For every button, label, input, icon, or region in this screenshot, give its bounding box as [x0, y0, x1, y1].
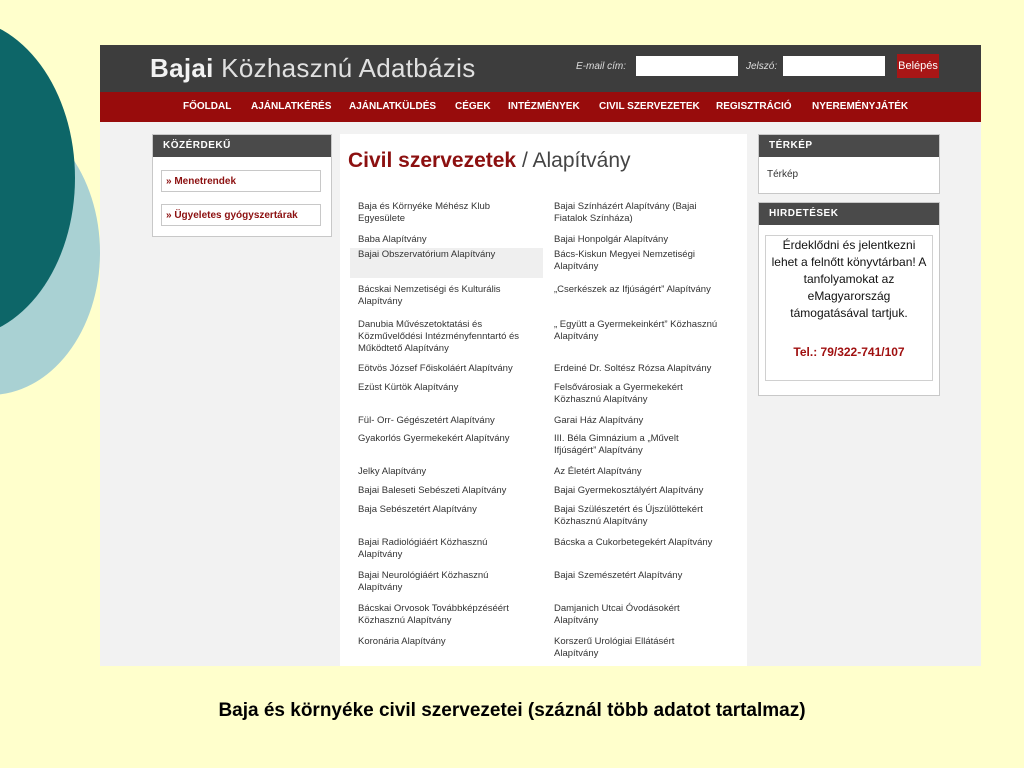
organization-link[interactable]: Fül- Orr- Gégészetért Alapítvány [358, 415, 495, 426]
organization-link[interactable]: Garai Ház Alapítvány [554, 415, 644, 426]
organization-link[interactable]: Gyakorlós Gyermekekért Alapítvány [358, 433, 510, 444]
organization-link[interactable]: Bajai Gyermekosztályért Alapítvány [554, 485, 704, 496]
ad-text: Érdeklődni és jelentkezni lehet a felnőtt könyvtárban! A tanfolyamokat az eMagyarország támogatásával tartjuk. [771, 238, 927, 320]
organization-link[interactable]: Bajai Obszervatórium Alapítvány [358, 249, 496, 260]
left-panel-title: KÖZÉRDEKŰ [153, 135, 331, 157]
organization-link[interactable]: Bajai Neurológiáért Közhasznú Alapítvány [358, 570, 489, 593]
password-label: Jelszó: [746, 61, 778, 72]
organization-link[interactable]: Bajai Szemészetért Alapítvány [554, 570, 683, 581]
map-panel [758, 134, 940, 194]
password-input[interactable] [783, 56, 885, 76]
organization-link[interactable]: Koronária Alapítvány [358, 636, 446, 647]
organization-link[interactable]: Damjanich Utcai Óvodásokért Alapítvány [554, 603, 680, 626]
organization-link[interactable]: Bajai Honpolgár Alapítvány [554, 234, 669, 245]
organization-link[interactable]: „ Együtt a Gyermekeinkért” Közhasznú Alapítvány [554, 319, 718, 342]
organization-link[interactable]: Erdeiné Dr. Soltész Rózsa Alapítvány [554, 363, 712, 374]
link-menetrendek[interactable]: » Menetrendek [161, 170, 321, 192]
organization-link[interactable]: Bácska a Cukorbetegekért Alapítvány [554, 537, 713, 548]
nav-item-fooldal[interactable]: FŐOLDAL [183, 101, 232, 112]
page-title-main: Civil szervezetek [348, 149, 517, 172]
ad-banner[interactable] [759, 227, 939, 395]
organization-link[interactable]: Az Életért Alapítvány [554, 466, 642, 477]
organization-link[interactable]: Bács-Kiskun Megyei Nemzetiségi Alapítvány [554, 249, 695, 272]
organization-link[interactable]: Korszerű Urológiai Ellátásért Alapítvány [554, 636, 675, 659]
organization-link[interactable]: Bajai Baleseti Sebészeti Alapítvány [358, 485, 507, 496]
page-title-sub: Alapítvány [532, 149, 631, 172]
email-input[interactable] [636, 56, 738, 76]
nav-item-cegek[interactable]: CÉGEK [455, 101, 491, 112]
logo-rest: Közhasznú Adatbázis [213, 53, 476, 83]
login-button[interactable]: Belépés [897, 54, 939, 78]
organization-link[interactable]: Danubia Művészetoktatási és Közművelődési Intézményfenntartó és Működtető Alapítvány [358, 319, 520, 354]
organization-link[interactable]: „Cserkészek az Ifjúságért” Alapítvány [554, 284, 711, 295]
organization-link[interactable]: Baja Sebészetért Alapítvány [358, 504, 477, 515]
map-link[interactable]: Térkép [767, 169, 799, 180]
left-panel [152, 134, 332, 237]
nav-item-civil-szervezetek[interactable]: CIVIL SZERVEZETEK [599, 101, 700, 112]
organization-link[interactable]: Eötvös József Főiskoláért Alapítvány [358, 363, 513, 374]
main-nav [100, 92, 981, 122]
email-label: E-mail cím: [576, 61, 626, 72]
nav-item-ajanlatkuldes[interactable]: AJÁNLATKÜLDÉS [349, 101, 437, 112]
organization-link[interactable]: Bajai Színházért Alapítvány (Bajai Fiatalok Színháza) [554, 201, 697, 224]
organization-link[interactable]: Baja és Környéke Méhész Klub Egyesülete [358, 201, 491, 224]
organization-link[interactable]: Bajai Szülészetért és Újszülöttekért Közhasznú Alapítvány [554, 504, 703, 527]
organization-link[interactable]: Ezüst Kürtök Alapítvány [358, 382, 459, 393]
organization-link[interactable]: III. Béla Gimnázium a „Művelt Ifjúságért” Alapítvány [554, 433, 679, 456]
slide-caption: Baja és környéke civil szervezetei (száznál több adatot tartalmaz) [218, 700, 806, 721]
organization-link[interactable]: Felsővárosiak a Gyermekekért Közhasznú Alapítvány [554, 382, 683, 405]
map-panel-title: TÉRKÉP [759, 135, 939, 157]
site-logo[interactable] [150, 53, 476, 84]
nav-item-ajanlatkeres[interactable]: AJÁNLATKÉRÉS [251, 101, 332, 112]
main-content [340, 134, 747, 666]
link-ugyeletes-gyogyszertarak[interactable]: » Ügyeletes gyógyszertárak [161, 204, 321, 226]
ad-phone: Tel.: 79/322-741/107 [793, 345, 905, 359]
nav-item-nyeremenyjatek[interactable]: NYEREMÉNYJÁTÉK [812, 101, 909, 112]
organization-link[interactable]: Bácskai Nemzetiségi és Kulturális Alapítvány [358, 284, 501, 307]
nav-item-regisztracio[interactable]: REGISZTRÁCIÓ [716, 101, 792, 112]
nav-item-intezmenyek[interactable]: INTÉZMÉNYEK [508, 101, 580, 112]
site-header [100, 45, 981, 92]
organization-link[interactable]: Jelky Alapítvány [358, 466, 427, 477]
ads-panel [758, 202, 940, 396]
logo-bold: Bajai [150, 53, 214, 83]
ads-panel-title: HIRDETÉSEK [759, 203, 939, 225]
page-title-separator: / [516, 149, 533, 172]
organization-link[interactable]: Bácskai Orvosok Továbbképzéséért Közhasznú Alapítvány [358, 603, 509, 626]
website-screenshot [100, 45, 981, 666]
organization-link[interactable]: Baba Alapítvány [358, 234, 427, 245]
organization-link[interactable]: Bajai Radiológiáért Közhasznú Alapítvány [358, 537, 488, 560]
page-title [348, 149, 631, 173]
